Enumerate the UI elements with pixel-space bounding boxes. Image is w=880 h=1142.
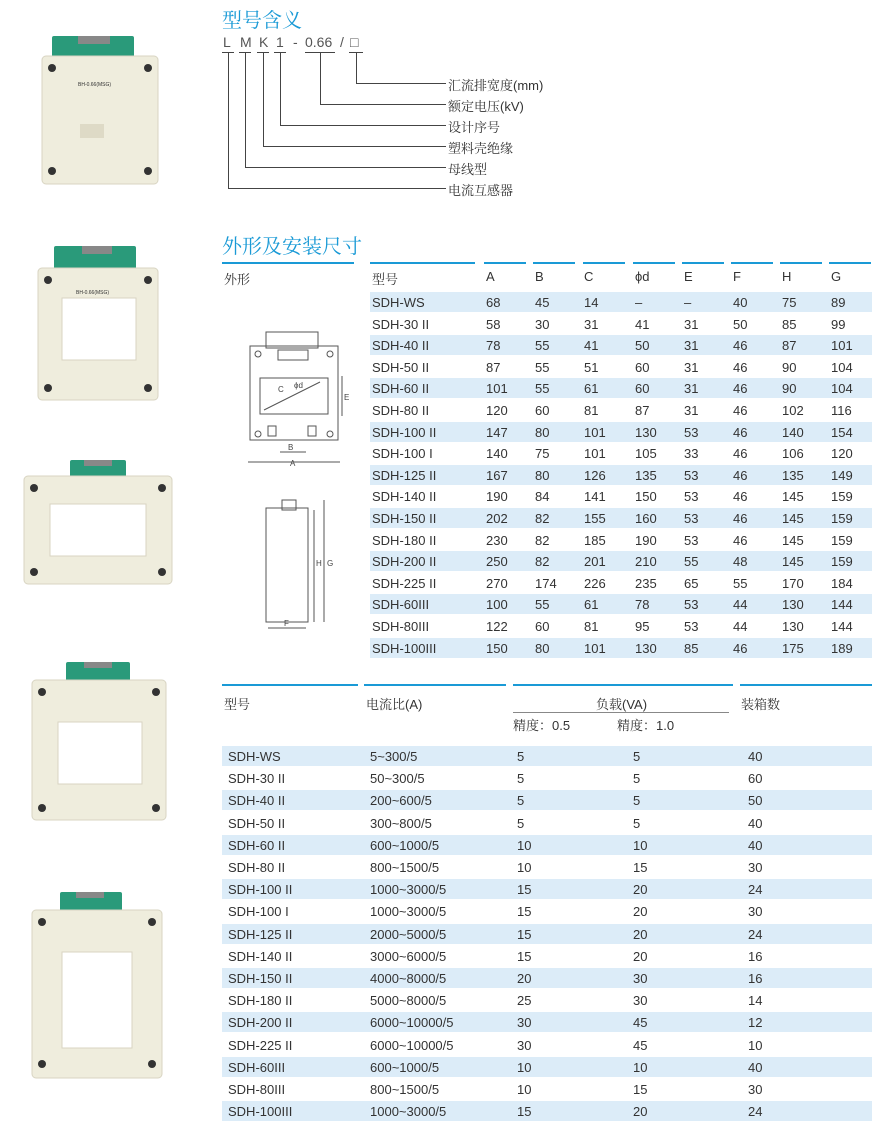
ratio-cell-packing: 24: [748, 1104, 763, 1120]
dim-cell-model: SDH-60 II: [372, 381, 430, 397]
dim-cell-model: SDH-150 II: [372, 511, 437, 526]
ratio-cell-load-10: 20: [633, 948, 648, 964]
ratio-cell-ratio: 600~1000/5: [370, 1059, 440, 1075]
dim-cell-b: 55: [535, 597, 550, 613]
ratio-cell-ratio: 600~1000/5: [370, 837, 440, 853]
dim-cell-a: 167: [486, 467, 508, 483]
dim-cell-phid: 41: [635, 316, 650, 332]
ratio-cell-load-10: 45: [633, 1037, 648, 1053]
ratio-cell-packing: 60: [748, 771, 763, 787]
ratio-cell-model: SDH-100 II: [228, 882, 293, 898]
drawing-label-c: C: [278, 385, 284, 394]
dim-cell-c: 41: [584, 338, 599, 354]
dim-cell-g: 184: [831, 575, 853, 591]
dim-cell-b: 82: [535, 554, 550, 570]
legend-design-serial: 设计序号: [448, 120, 501, 135]
dim-cell-a: 270: [486, 575, 508, 591]
dim-cell-b: 55: [535, 359, 550, 375]
dim-cell-c: 14: [584, 295, 599, 310]
dim-cell-phid: 150: [635, 489, 657, 505]
dim-cell-f: 46: [733, 424, 748, 440]
dim-row-stripe: [370, 335, 872, 355]
ratio-cell-ratio: 800~1500/5: [370, 1082, 440, 1097]
dim-cell-c: 101: [584, 640, 606, 656]
legend-busbar-width: 汇流排宽度(mm): [448, 78, 544, 93]
dim-cell-model: SDH-225 II: [372, 575, 437, 591]
legend-plastic-insulation: 塑料壳绝缘: [448, 141, 514, 156]
ratio-cell-model: SDH-180 II: [228, 993, 293, 1009]
ratio-cell-model: SDH-200 II: [228, 1015, 293, 1031]
dim-cell-model: SDH-180 II: [372, 532, 437, 548]
section-title-model-meaning: 型号含义: [222, 10, 302, 32]
dim-cell-h: 102: [782, 403, 804, 418]
dim-cell-a: 122: [486, 619, 508, 634]
table2-header-packing: 装箱数: [741, 697, 781, 712]
dim-cell-phid: 95: [635, 619, 650, 634]
ratio-cell-load-10: 15: [633, 860, 648, 875]
dim-cell-f: 46: [733, 446, 748, 462]
dim-cell-phid: 130: [635, 640, 657, 656]
dim-cell-h: 145: [782, 554, 804, 570]
dim-cell-phid: 87: [635, 403, 650, 418]
table2-header-model: 型号: [224, 697, 251, 712]
dim-cell-g: 89: [831, 295, 846, 310]
dim-cell-f: 46: [733, 403, 748, 418]
dim-cell-c: 141: [584, 489, 606, 505]
ratio-cell-ratio: 5~300/5: [370, 749, 418, 764]
ratio-cell-model: SDH-WS: [228, 749, 281, 764]
dim-cell-g: 144: [831, 619, 853, 634]
ratio-row-stripe: [222, 1057, 872, 1077]
ratio-row-stripe: [222, 835, 872, 855]
code-char-l: L: [223, 34, 231, 50]
ratio-cell-load-10: 30: [633, 993, 648, 1009]
dim-cell-a: 150: [486, 640, 508, 656]
drawing-label-a: A: [290, 459, 296, 468]
dim-cell-model: SDH-125 II: [372, 467, 437, 483]
dim-header-f: F: [733, 269, 741, 284]
ratio-row-stripe: [222, 1101, 872, 1121]
ratio-cell-ratio: 300~800/5: [370, 815, 432, 831]
ratio-cell-model: SDH-125 II: [228, 926, 293, 942]
dim-cell-e: 53: [684, 489, 699, 505]
product-photo-5: [30, 892, 164, 1082]
dim-cell-model: SDH-100 I: [372, 446, 433, 462]
ratio-cell-model: SDH-80 II: [228, 860, 286, 875]
ratio-cell-packing: 30: [748, 860, 763, 875]
dim-header-e: E: [684, 269, 693, 284]
dim-cell-b: 174: [535, 575, 557, 591]
drawing-label-f: F: [284, 619, 289, 628]
dim-cell-a: 202: [486, 511, 508, 526]
table2-subheader-accuracy-05: 精度：0.5: [513, 718, 571, 733]
dim-cell-f: 46: [733, 640, 748, 656]
dim-cell-e: 31: [684, 359, 699, 375]
dim-cell-f: 46: [733, 467, 748, 483]
code-char-1: 1: [276, 34, 284, 50]
product-label: BH-0.66(MSG): [76, 290, 110, 296]
dim-cell-model: SDH-200 II: [372, 554, 437, 570]
dim-cell-phid: 160: [635, 511, 657, 526]
dim-cell-phid: 105: [635, 446, 657, 462]
ratio-cell-load-05: 10: [517, 1082, 532, 1097]
code-char-dash: -: [293, 34, 298, 50]
dim-cell-model: SDH-30 II: [372, 316, 430, 332]
dim-cell-f: 46: [733, 359, 748, 375]
ratio-cell-load-05: 15: [517, 882, 532, 898]
ratio-cell-load-05: 5: [517, 749, 525, 764]
dim-header-h: H: [782, 269, 792, 284]
dim-cell-a: 190: [486, 489, 508, 505]
dim-cell-b: 60: [535, 619, 550, 634]
dim-header-model: 型号: [372, 272, 399, 287]
dim-cell-c: 81: [584, 403, 599, 418]
dim-cell-model: SDH-80III: [372, 619, 430, 634]
dim-cell-f: 50: [733, 316, 748, 332]
dim-cell-c: 155: [584, 511, 606, 526]
ratio-cell-ratio: 3000~6000/5: [370, 948, 447, 964]
dim-cell-c: 185: [584, 532, 606, 548]
dim-cell-model: SDH-60III: [372, 597, 430, 613]
dim-cell-f: 46: [733, 511, 748, 526]
dim-cell-e: 53: [684, 424, 699, 440]
dim-cell-g: 144: [831, 597, 853, 613]
code-char-box: □: [350, 34, 359, 50]
ratio-cell-packing: 14: [748, 993, 763, 1009]
dim-cell-h: 170: [782, 575, 804, 591]
dim-cell-model: SDH-80 II: [372, 403, 430, 418]
ratio-cell-load-05: 10: [517, 860, 532, 875]
dim-cell-h: 87: [782, 338, 797, 354]
dim-cell-a: 100: [486, 597, 508, 613]
ratio-cell-ratio: 1000~3000/5: [370, 1104, 447, 1120]
ratio-cell-packing: 40: [748, 749, 763, 764]
ratio-cell-load-05: 5: [517, 771, 525, 787]
ratio-cell-load-05: 15: [517, 1104, 532, 1120]
drawing-label-b: B: [288, 443, 294, 452]
ratio-cell-packing: 24: [748, 926, 763, 942]
dim-cell-h: 145: [782, 511, 804, 526]
ratio-cell-load-10: 15: [633, 1082, 648, 1097]
ratio-cell-packing: 40: [748, 815, 763, 831]
dim-cell-phid: 60: [635, 381, 650, 397]
dim-cell-g: 159: [831, 489, 853, 505]
dim-cell-f: 46: [733, 381, 748, 397]
dim-cell-e: 31: [684, 316, 699, 332]
dim-cell-b: 55: [535, 381, 550, 397]
dim-cell-a: 140: [486, 446, 508, 462]
ratio-cell-model: SDH-50 II: [228, 815, 286, 831]
dim-cell-a: 101: [486, 381, 508, 397]
ratio-row-stripe: [222, 924, 872, 944]
dim-cell-phid: 78: [635, 597, 650, 613]
ratio-cell-ratio: 50~300/5: [370, 771, 425, 787]
dim-header-phid: ϕd: [635, 269, 650, 284]
dim-cell-a: 120: [486, 403, 508, 418]
ratio-cell-model: SDH-150 II: [228, 971, 293, 986]
dimension-drawing: [244, 330, 356, 640]
product-photo-4: [30, 662, 170, 822]
legend-busbar-type: 母线型: [448, 162, 488, 177]
dim-cell-c: 226: [584, 575, 606, 591]
ratio-cell-packing: 16: [748, 971, 763, 986]
dim-cell-e: 33: [684, 446, 699, 462]
ratio-cell-ratio: 1000~3000/5: [370, 904, 447, 920]
ratio-cell-model: SDH-80III: [228, 1082, 286, 1097]
table2-header-load: 负载(VA): [596, 697, 648, 712]
ratio-cell-model: SDH-60 II: [228, 837, 286, 853]
dim-cell-phid: 60: [635, 359, 650, 375]
ratio-cell-load-05: 25: [517, 993, 532, 1009]
dim-cell-c: 201: [584, 554, 606, 570]
dim-cell-g: 120: [831, 446, 853, 462]
ratio-cell-packing: 30: [748, 904, 763, 920]
code-char-slash: /: [340, 34, 344, 50]
dim-cell-b: 75: [535, 446, 550, 462]
ratio-cell-load-05: 5: [517, 815, 525, 831]
dim-cell-g: 154: [831, 424, 853, 440]
dim-header-g: G: [831, 269, 842, 284]
dim-cell-phid: 135: [635, 467, 657, 483]
dim-cell-e: 53: [684, 511, 699, 526]
dim-cell-e: 53: [684, 467, 699, 483]
dim-cell-g: 159: [831, 511, 853, 526]
ratio-cell-packing: 40: [748, 837, 763, 853]
ratio-cell-load-05: 10: [517, 837, 532, 853]
dim-cell-g: 159: [831, 532, 853, 548]
dim-cell-c: 31: [584, 316, 599, 332]
code-char-k: K: [259, 34, 269, 50]
dim-cell-e: 53: [684, 597, 699, 613]
ratio-cell-packing: 40: [748, 1059, 763, 1075]
dim-header-a: A: [486, 269, 495, 284]
dim-cell-f: 44: [733, 619, 748, 634]
dim-cell-h: 75: [782, 295, 797, 310]
dim-cell-b: 82: [535, 532, 550, 548]
ratio-cell-model: SDH-225 II: [228, 1037, 293, 1053]
ratio-cell-model: SDH-30 II: [228, 771, 286, 787]
dim-cell-g: 104: [831, 359, 853, 375]
dim-cell-model: SDH-100 II: [372, 424, 437, 440]
dim-cell-b: 55: [535, 338, 550, 354]
dim-cell-f: 55: [733, 575, 748, 591]
product-photo-1: [38, 36, 163, 186]
ratio-cell-load-05: 20: [517, 971, 532, 986]
dim-cell-f: 46: [733, 532, 748, 548]
dim-cell-b: 60: [535, 403, 550, 418]
ratio-cell-ratio: 2000~5000/5: [370, 926, 447, 942]
dim-cell-c: 81: [584, 619, 599, 634]
ratio-cell-load-10: 20: [633, 1104, 648, 1120]
ratio-cell-load-05: 15: [517, 948, 532, 964]
dim-cell-phid: 210: [635, 554, 657, 570]
dim-cell-c: 126: [584, 467, 606, 483]
dim-cell-c: 51: [584, 359, 599, 375]
code-char-voltage: 0.66: [305, 34, 333, 50]
legend-current-transformer: 电流互感器: [448, 183, 514, 198]
dim-cell-a: 147: [486, 424, 508, 440]
code-char-m: M: [240, 34, 252, 50]
dim-cell-a: 58: [486, 316, 501, 332]
dim-cell-a: 68: [486, 295, 501, 310]
product-photo-2: [36, 246, 161, 406]
dim-cell-h: 145: [782, 532, 804, 548]
dim-cell-model: SDH-40 II: [372, 338, 430, 354]
dim-cell-h: 130: [782, 619, 804, 634]
dim-cell-f: 44: [733, 597, 748, 613]
ratio-cell-load-10: 20: [633, 882, 648, 898]
ratio-cell-load-10: 45: [633, 1015, 648, 1031]
dim-cell-h: 130: [782, 597, 804, 613]
ratio-cell-load-10: 30: [633, 971, 648, 986]
product-photo-3: [22, 460, 174, 590]
drawing-label-e: E: [344, 393, 350, 402]
dim-cell-f: 46: [733, 489, 748, 505]
ratio-cell-load-05: 30: [517, 1037, 532, 1053]
dim-cell-g: 99: [831, 316, 846, 332]
dim-cell-b: 84: [535, 489, 550, 505]
ratio-cell-load-10: 5: [633, 749, 641, 764]
ratio-cell-load-10: 5: [633, 793, 641, 809]
dim-cell-phid: –: [635, 295, 643, 310]
ratio-cell-ratio: 200~600/5: [370, 793, 432, 809]
dim-cell-model: SDH-100III: [372, 640, 437, 656]
dim-header-c: C: [584, 269, 594, 284]
ratio-cell-ratio: 4000~8000/5: [370, 971, 447, 986]
dim-cell-phid: 50: [635, 338, 650, 354]
dim-cell-f: 46: [733, 338, 748, 354]
dim-cell-g: 189: [831, 640, 853, 656]
ratio-cell-packing: 50: [748, 793, 763, 809]
dim-header-b: B: [535, 269, 544, 284]
ratio-cell-packing: 30: [748, 1082, 763, 1097]
dim-cell-phid: 130: [635, 424, 657, 440]
dim-cell-g: 149: [831, 467, 853, 483]
dim-cell-g: 159: [831, 554, 853, 570]
dim-cell-c: 61: [584, 597, 599, 613]
ratio-cell-model: SDH-140 II: [228, 948, 293, 964]
shape-header: 外形: [224, 272, 251, 287]
ratio-cell-load-10: 20: [633, 926, 648, 942]
ratio-row-stripe: [222, 790, 872, 810]
dim-cell-model: SDH-50 II: [372, 359, 430, 375]
dim-cell-e: 31: [684, 381, 699, 397]
dim-cell-phid: 235: [635, 575, 657, 591]
ratio-cell-load-05: 15: [517, 904, 532, 920]
section-title-dimensions: 外形及安装尺寸: [222, 236, 362, 258]
dim-cell-b: 80: [535, 640, 550, 656]
ratio-cell-load-10: 5: [633, 815, 641, 831]
dim-row-stripe: [370, 292, 872, 312]
dim-cell-h: 135: [782, 467, 804, 483]
dim-cell-b: 80: [535, 424, 550, 440]
ratio-row-stripe: [222, 746, 872, 766]
dim-cell-phid: 190: [635, 532, 657, 548]
dim-cell-e: 53: [684, 619, 699, 634]
ratio-cell-load-10: 10: [633, 837, 648, 853]
dim-cell-e: 85: [684, 640, 699, 656]
dim-cell-h: 175: [782, 640, 804, 656]
dim-cell-a: 250: [486, 554, 508, 570]
ratio-cell-packing: 12: [748, 1015, 763, 1031]
dim-cell-b: 30: [535, 316, 550, 332]
ratio-cell-load-05: 10: [517, 1059, 532, 1075]
dim-cell-c: 61: [584, 381, 599, 397]
ratio-cell-load-10: 5: [633, 771, 641, 787]
dim-cell-b: 82: [535, 511, 550, 526]
dim-cell-h: 140: [782, 424, 804, 440]
dim-cell-e: 55: [684, 554, 699, 570]
dim-cell-h: 106: [782, 446, 804, 462]
dim-cell-e: –: [684, 295, 692, 310]
dim-cell-e: 65: [684, 575, 699, 591]
ratio-cell-load-05: 30: [517, 1015, 532, 1031]
dim-cell-a: 78: [486, 338, 501, 354]
table2-header-current-ratio: 电流比(A): [366, 697, 423, 712]
dim-cell-b: 45: [535, 295, 550, 310]
dim-cell-h: 90: [782, 359, 797, 375]
ratio-row-stripe: [222, 879, 872, 899]
dim-cell-model: SDH-WS: [372, 295, 425, 310]
dim-cell-e: 31: [684, 338, 699, 354]
ratio-cell-packing: 24: [748, 882, 763, 898]
dim-row-stripe: [370, 378, 872, 398]
dim-cell-model: SDH-140 II: [372, 489, 437, 505]
dim-cell-f: 40: [733, 295, 748, 310]
ratio-cell-load-05: 5: [517, 793, 525, 809]
ratio-cell-ratio: 6000~10000/5: [370, 1015, 454, 1031]
legend-rated-voltage: 额定电压(kV): [448, 99, 524, 114]
drawing-label-h: H: [316, 559, 322, 568]
ratio-cell-ratio: 1000~3000/5: [370, 882, 447, 898]
drawing-label-g: G: [327, 559, 334, 568]
ratio-row-stripe: [222, 968, 872, 988]
dim-cell-g: 104: [831, 381, 853, 397]
dim-cell-c: 101: [584, 424, 606, 440]
dim-cell-a: 230: [486, 532, 508, 548]
product-label: BH-0.66(MSG): [78, 82, 112, 88]
ratio-cell-ratio: 6000~10000/5: [370, 1037, 454, 1053]
ratio-row-stripe: [222, 1012, 872, 1032]
dim-cell-f: 48: [733, 554, 748, 570]
dim-cell-a: 87: [486, 359, 501, 375]
ratio-cell-packing: 16: [748, 948, 763, 964]
dim-cell-h: 90: [782, 381, 797, 397]
ratio-cell-model: SDH-100 I: [228, 904, 289, 920]
dim-cell-g: 116: [831, 403, 852, 418]
dim-cell-c: 101: [584, 446, 606, 462]
ratio-cell-model: SDH-100III: [228, 1104, 293, 1120]
ratio-cell-load-05: 15: [517, 926, 532, 942]
ratio-cell-load-10: 10: [633, 1059, 648, 1075]
dim-cell-e: 31: [684, 403, 699, 418]
ratio-cell-ratio: 5000~8000/5: [370, 993, 447, 1009]
dim-cell-b: 80: [535, 467, 550, 483]
dim-cell-g: 101: [831, 338, 853, 354]
ratio-cell-model: SDH-40 II: [228, 793, 286, 809]
dim-cell-e: 53: [684, 532, 699, 548]
table2-subheader-accuracy-10: 精度：1.0: [617, 718, 675, 733]
ratio-cell-model: SDH-60III: [228, 1059, 286, 1075]
ratio-cell-load-10: 20: [633, 904, 648, 920]
ratio-cell-packing: 10: [748, 1037, 763, 1053]
dim-cell-h: 145: [782, 489, 804, 505]
drawing-label-phid: ϕd: [294, 381, 303, 390]
dim-cell-h: 85: [782, 316, 797, 332]
ratio-cell-ratio: 800~1500/5: [370, 860, 440, 875]
